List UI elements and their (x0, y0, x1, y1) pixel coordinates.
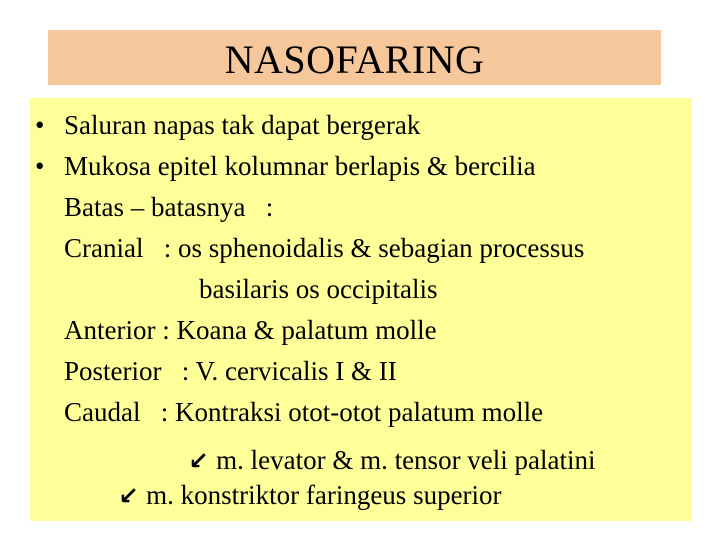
down-right-arrow-icon: ↓ (181, 443, 216, 479)
cranial-line: Cranial : os sphenoidalis & sebagian processus (64, 233, 585, 263)
bullet-item-1: Saluran napas tak dapat bergerak (64, 110, 421, 140)
anterior-line: Anterior : Koana & palatum molle (64, 315, 437, 345)
cranial-continuation: basilaris os occipitalis (199, 274, 438, 304)
levator-line (181, 443, 596, 479)
down-right-arrow-icon: ↓ (111, 478, 146, 514)
bullet-item-2: Mukosa epitel kolumnar berlapis & bercilia (64, 151, 536, 181)
bullet-marker-1: • (35, 110, 45, 140)
title-bar (48, 30, 661, 85)
caudal-line: Caudal : Kontraksi otot-otot palatum molle (64, 397, 544, 427)
posterior-line: Posterior : V. cervicalis I & II (64, 356, 397, 386)
levator-text: m. levator & m. tensor veli palatini (216, 445, 596, 475)
konstriktor-text: m. konstriktor faringeus superior (146, 480, 502, 510)
bullet-marker-2: • (35, 151, 45, 181)
batas-heading: Batas – batasnya : (64, 192, 274, 222)
content-box (30, 98, 692, 521)
konstriktor-line (111, 478, 502, 514)
slide-title: NASOFARING (224, 36, 485, 82)
